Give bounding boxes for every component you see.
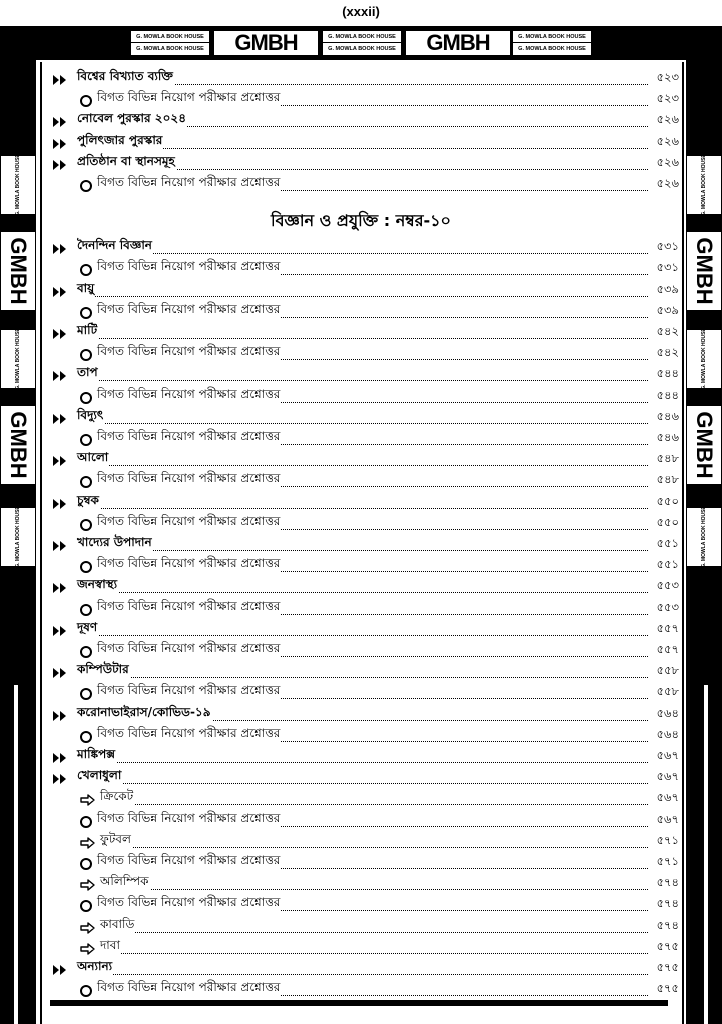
toc-row <box>0 875 722 896</box>
header-logo: GMBH <box>213 30 319 56</box>
toc-label: বিগত বিভিন্ন নিয়োগ পরীক্ষার প্রশ্নোত্তর <box>97 682 281 702</box>
circle-bullet-icon <box>79 433 95 447</box>
toc-row <box>0 494 722 515</box>
leader-dots <box>104 953 652 954</box>
leader-dots <box>81 508 652 509</box>
section-title: বিজ্ঞান ও প্রযুক্তি : নম্বর-১০ <box>271 211 451 230</box>
circle-bullet-icon <box>79 815 95 829</box>
leader-dots <box>81 423 652 424</box>
toc-page-number: ৫৫০ <box>649 514 679 533</box>
toc-label: মাটি <box>77 322 98 342</box>
leader-dots <box>81 148 652 149</box>
toc-label: বিগত বিভিন্ন নিয়োগ পরীক্ষার প্রশ্নোত্তর <box>97 810 281 830</box>
leader-dots <box>81 380 652 381</box>
toc-page-number: ৫৫০ <box>649 493 679 512</box>
toc-row <box>0 366 722 387</box>
circle-bullet-icon <box>79 560 95 574</box>
circle-bullet-icon <box>79 179 95 193</box>
toc-label: বিগত বিভিন্ন নিয়োগ পরীক্ষার প্রশ্নোত্তর <box>97 343 281 363</box>
leader-dots <box>81 974 652 975</box>
toc-row <box>0 833 722 854</box>
sidebar-publisher-text: G. MOWLA BOOK HOUSE <box>15 328 21 390</box>
toc-page-number: ৫৬৭ <box>649 768 679 787</box>
header-publisher-box <box>130 30 210 56</box>
double-arrow-icon <box>52 772 68 786</box>
circle-bullet-icon <box>79 899 95 913</box>
toc-page-number: ৫৪৮ <box>649 450 679 469</box>
toc-label: ক্রিকেট <box>100 788 134 808</box>
toc-label: অলিম্পিক <box>100 873 150 893</box>
double-arrow-icon <box>52 539 68 553</box>
leader-dots <box>81 465 652 466</box>
double-arrow-icon <box>52 158 68 172</box>
double-arrow-icon <box>52 115 68 129</box>
toc-row <box>0 727 722 748</box>
toc-row <box>0 134 722 155</box>
toc-label: খেলাধুলা <box>77 767 122 787</box>
double-arrow-icon <box>52 412 68 426</box>
toc-row <box>0 600 722 621</box>
toc-page-number: ৫৫৩ <box>649 599 679 618</box>
toc-page-number: ৫৫৩ <box>649 577 679 596</box>
toc-row <box>0 960 722 981</box>
toc-label: বিগত বিভিন্ন নিয়োগ পরীক্ষার প্রশ্নোত্তর <box>97 513 281 533</box>
toc-page-number: ৫৩৯ <box>649 302 679 321</box>
toc-label: বিগত বিভিন্ন নিয়োগ পরীক্ষার প্রশ্নোত্তর <box>97 894 281 914</box>
toc-row <box>0 706 722 727</box>
toc-page-number: ৫৬৪ <box>649 726 679 745</box>
circle-bullet-icon <box>79 263 95 277</box>
toc-page-number: ৫২৩ <box>649 90 679 109</box>
toc-label: প্রতিষ্ঠান বা স্থানসমূহ <box>77 153 176 173</box>
sidebar-publisher-text: G. MOWLA BOOK HOUSE <box>701 506 707 568</box>
toc-page-number: ৫৫৮ <box>649 683 679 702</box>
sidebar-logo-text: GMBH <box>692 237 717 305</box>
sidebar-publisher-text: G. MOWLA BOOK HOUSE <box>701 328 707 390</box>
toc-page-number: ৫৪৬ <box>649 429 679 448</box>
toc-row <box>0 176 722 197</box>
leader-dots <box>81 677 652 678</box>
toc-row <box>0 515 722 536</box>
toc-page-number: ৫৪৪ <box>649 365 679 384</box>
toc-row <box>0 812 722 833</box>
double-arrow-icon <box>52 285 68 299</box>
double-arrow-icon <box>52 327 68 341</box>
leader-dots <box>104 847 652 848</box>
leader-dots <box>81 338 652 339</box>
toc-page-number: ৫৬৭ <box>649 811 679 830</box>
sidebar-publisher-text: G. MOWLA BOOK HOUSE <box>15 154 21 216</box>
toc-label: বিগত বিভিন্ন নিয়োগ পরীক্ষার প্রশ্নোত্তর <box>97 386 281 406</box>
circle-bullet-icon <box>79 687 95 701</box>
toc-row <box>0 472 722 493</box>
header-publisher-text: G. MOWLA BOOK HOUSE <box>328 46 396 52</box>
toc-row <box>0 642 722 663</box>
page-number: (xxxii) <box>342 4 380 19</box>
circle-bullet-icon <box>79 306 95 320</box>
toc-label: বিগত বিভিন্ন নিয়োগ পরীক্ষার প্রশ্নোত্তর <box>97 258 281 278</box>
toc-row <box>0 621 722 642</box>
double-arrow-icon <box>52 454 68 468</box>
header-publisher-text: G. MOWLA BOOK HOUSE <box>131 31 209 43</box>
toc-label: বিগত বিভিন্ন নিয়োগ পরীক্ষার প্রশ্নোত্তর <box>97 89 281 109</box>
sidebar-logo-text: GMBH <box>6 411 31 479</box>
toc-page-number: ৫৫৮ <box>649 662 679 681</box>
toc-page-number: ৫৭১ <box>649 832 679 851</box>
toc-page-number: ৫৫১ <box>649 535 679 554</box>
leader-dots <box>104 889 652 890</box>
toc-row <box>0 663 722 684</box>
toc-label: বিদ্যুৎ <box>77 407 104 427</box>
circle-bullet-icon <box>79 348 95 362</box>
toc-page-number: ৫৬৪ <box>649 705 679 724</box>
toc-row <box>0 70 722 91</box>
toc-page-number: ৫৩৯ <box>649 281 679 300</box>
toc-page-number: ৫৫১ <box>649 556 679 575</box>
toc-label: বিগত বিভিন্ন নিয়োগ পরীক্ষার প্রশ্নোত্তর <box>97 301 281 321</box>
sidebar-publisher-text: G. MOWLA BOOK HOUSE <box>15 506 21 568</box>
toc-label: করোনাভাইরাস/কোভিড-১৯ <box>77 704 212 724</box>
leader-dots <box>104 804 652 805</box>
toc-page-number: ৫৭৫ <box>649 959 679 978</box>
toc-row <box>0 409 722 430</box>
toc-row <box>0 155 722 176</box>
toc-label: দাবা <box>100 937 121 957</box>
double-arrow-icon <box>52 624 68 638</box>
header-logo: GMBH <box>405 30 511 56</box>
double-arrow-icon <box>52 751 68 765</box>
double-arrow-icon <box>52 73 68 87</box>
header-publisher-box <box>512 30 592 56</box>
toc-page-number: ৫৬৭ <box>649 747 679 766</box>
toc-row <box>0 896 722 917</box>
toc-label: দৈনন্দিন বিজ্ঞান <box>77 237 153 257</box>
leader-dots <box>104 932 652 933</box>
toc-page-number: ৫৭১ <box>649 853 679 872</box>
toc-label: বিগত বিভিন্ন নিয়োগ পরীক্ষার প্রশ্নোত্তর <box>97 852 281 872</box>
double-arrow-icon <box>52 581 68 595</box>
toc-label: বিগত বিভিন্ন নিয়োগ পরীক্ষার প্রশ্নোত্তর <box>97 640 281 660</box>
toc-row <box>0 790 722 811</box>
toc-row <box>0 260 722 281</box>
toc-page-number: ৫৭৫ <box>649 938 679 957</box>
toc-label: খাদ্যের উপাদান <box>77 534 153 554</box>
header-publisher-text: G. MOWLA BOOK HOUSE <box>513 31 591 43</box>
toc-row <box>0 536 722 557</box>
toc-page-number: ৫৩১ <box>649 259 679 278</box>
toc-page-number: ৫৪৪ <box>649 387 679 406</box>
circle-bullet-icon <box>79 94 95 108</box>
toc-row <box>0 345 722 366</box>
toc-label: কম্পিউটার <box>77 661 130 681</box>
toc-label: মাঙ্কিপক্স <box>77 746 116 766</box>
header-publisher-box <box>322 30 402 56</box>
toc-label: বিশ্বের বিখ্যাত ব্যক্তি <box>77 68 174 88</box>
double-arrow-icon <box>52 963 68 977</box>
toc-label: দূষণ <box>77 619 98 639</box>
toc-label: ফুটবল <box>100 831 132 851</box>
toc-row <box>0 282 722 303</box>
toc-label: অন্যান্য <box>77 958 113 978</box>
toc-label: বায়ু <box>77 280 95 300</box>
toc-row <box>0 939 722 960</box>
circle-bullet-icon <box>79 857 95 871</box>
toc-row <box>0 684 722 705</box>
circle-bullet-icon <box>79 391 95 405</box>
double-arrow-icon <box>52 242 68 256</box>
header-publisher-text: G. MOWLA BOOK HOUSE <box>518 46 586 52</box>
toc-page-number: ৫২৬ <box>649 133 679 152</box>
double-arrow-icon <box>52 369 68 383</box>
toc-label: বিগত বিভিন্ন নিয়োগ পরীক্ষার প্রশ্নোত্তর <box>97 725 281 745</box>
toc-page-number: ৫২৬ <box>649 154 679 173</box>
circle-bullet-icon <box>79 475 95 489</box>
sidebar-logo-text: GMBH <box>6 237 31 305</box>
toc-label: নোবেল পুরস্কার ২০২৪ <box>77 110 187 130</box>
double-arrow-icon <box>52 709 68 723</box>
toc-page-number: ৫৭৪ <box>649 895 679 914</box>
toc-row <box>0 918 722 939</box>
toc-label: তাপ <box>77 364 99 384</box>
toc-row <box>0 388 722 409</box>
toc-row <box>0 239 722 260</box>
toc-label: বিগত বিভিন্ন নিয়োগ পরীক্ষার প্রশ্নোত্তর <box>97 470 281 490</box>
toc-page-number: ৫৩১ <box>649 238 679 257</box>
toc-row <box>0 112 722 133</box>
toc-page-number: ৫৪৬ <box>649 408 679 427</box>
right-arrow-icon <box>80 793 96 807</box>
circle-bullet-icon <box>79 603 95 617</box>
leader-dots <box>81 783 652 784</box>
toc-page-number: ৫৪২ <box>649 344 679 363</box>
right-arrow-icon <box>80 878 96 892</box>
toc-page-number: ৫৫৭ <box>649 641 679 660</box>
right-arrow-icon <box>80 836 96 850</box>
toc-label: বিগত বিভিন্ন নিয়োগ পরীক্ষার প্রশ্নোত্তর <box>97 979 281 999</box>
toc-row <box>0 578 722 599</box>
toc-label: বিগত বিভিন্ন নিয়োগ পরীক্ষার প্রশ্নোত্তর <box>97 598 281 618</box>
toc-row <box>0 451 722 472</box>
leader-dots <box>81 296 652 297</box>
double-arrow-icon <box>52 497 68 511</box>
leader-dots <box>81 635 652 636</box>
toc-page-number: ৫২৩ <box>649 69 679 88</box>
header-publisher-text: G. MOWLA BOOK HOUSE <box>323 31 401 43</box>
leader-dots <box>81 253 652 254</box>
bottom-rule <box>50 1000 668 1006</box>
toc-label: বিগত বিভিন্ন নিয়োগ পরীক্ষার প্রশ্নোত্তর <box>97 428 281 448</box>
toc-page-number: ৫৭৪ <box>649 874 679 893</box>
toc-page-number: ৫৪২ <box>649 323 679 342</box>
leader-dots <box>81 550 652 551</box>
toc-page-number: ৫৭৫ <box>649 980 679 999</box>
double-arrow-icon <box>52 137 68 151</box>
toc-page-number: ৫২৬ <box>649 111 679 130</box>
toc-label: চুম্বক <box>77 492 100 512</box>
circle-bullet-icon <box>79 984 95 998</box>
toc-page-number: ৫২৬ <box>649 175 679 194</box>
right-arrow-icon <box>80 921 96 935</box>
toc-page-number: ৫৫৭ <box>649 620 679 639</box>
leader-dots <box>81 762 652 763</box>
circle-bullet-icon <box>79 730 95 744</box>
toc-page-number: ৫৪৮ <box>649 471 679 490</box>
header-publisher-text: G. MOWLA BOOK HOUSE <box>136 46 204 52</box>
circle-bullet-icon <box>79 518 95 532</box>
toc-row <box>0 769 722 790</box>
toc-row <box>0 557 722 578</box>
right-arrow-icon <box>80 942 96 956</box>
sidebar-publisher-text: G. MOWLA BOOK HOUSE <box>701 154 707 216</box>
toc-row <box>0 324 722 345</box>
circle-bullet-icon <box>79 645 95 659</box>
toc-row <box>0 430 722 451</box>
toc-row <box>0 91 722 112</box>
toc-label: বিগত বিভিন্ন নিয়োগ পরীক্ষার প্রশ্নোত্তর <box>97 174 281 194</box>
toc-row <box>0 748 722 769</box>
toc-label: পুলিৎজার পুরস্কার <box>77 132 163 152</box>
toc-row <box>0 303 722 324</box>
toc-row <box>0 854 722 875</box>
sidebar-logo-text: GMBH <box>692 411 717 479</box>
toc-label: কাবাডি <box>100 916 135 936</box>
toc-label: বিগত বিভিন্ন নিয়োগ পরীক্ষার প্রশ্নোত্তর <box>97 555 281 575</box>
toc-label: জনস্বাস্থ্য <box>77 576 118 596</box>
double-arrow-icon <box>52 666 68 680</box>
toc-page-number: ৫৬৭ <box>649 789 679 808</box>
leader-dots <box>81 592 652 593</box>
toc-label: আলো <box>77 449 109 469</box>
toc-page-number: ৫৭৪ <box>649 917 679 936</box>
